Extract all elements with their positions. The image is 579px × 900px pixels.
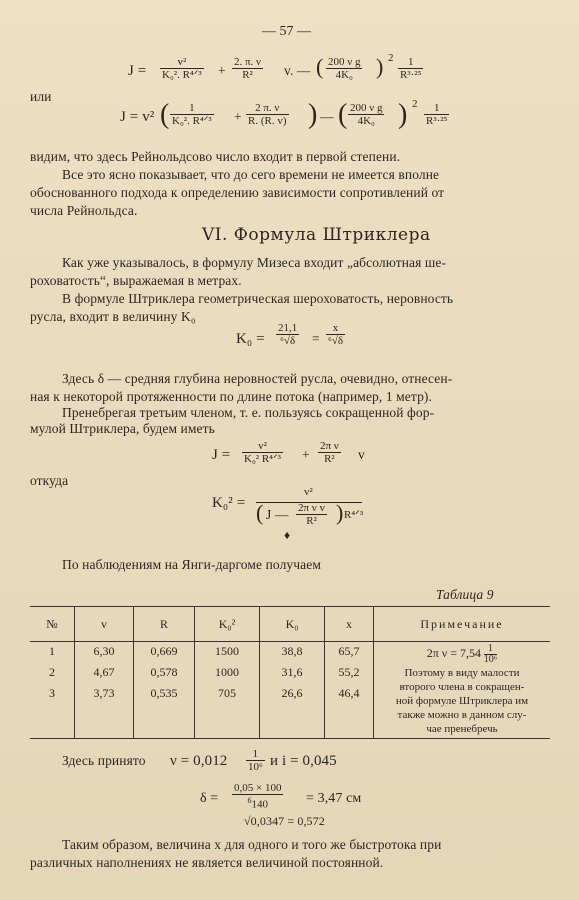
cell: 0,535 [134,684,195,739]
eq1-square: 2 [388,52,394,64]
eq1-f2-den: R² [242,69,253,81]
eq1-plus: + [218,63,226,78]
eq5-inner-lhs: J — [266,507,289,522]
word-ili: или [30,89,52,104]
para2-line-1: Как уже указывалось, в формулу Мизеса входит „абсолютная ше- [62,255,447,270]
cell: 1000 [195,663,260,684]
eq1-f3-den: 4K₀ [335,69,353,81]
para4-line-4: мулой Штриклера, будем иметь [30,421,215,436]
eq2-paren-c-right: ) [398,99,408,130]
para6-fraction [246,748,265,773]
cell: 0,578 [134,663,195,684]
table-row [30,642,550,664]
note-line-5: чае пренебречь [426,723,498,735]
para7-line-1: Таким образом, величина x для одного и того же быстротока при [62,837,442,852]
cell: 2 [49,665,55,680]
para4-line-2: ная к некоторой протяженности по длине потока (например, 1 метр). [30,389,432,404]
col-header-note: Примечание [374,607,551,642]
eq4-v: v [358,447,365,462]
eq1-fraction-4 [398,56,423,81]
eq4-b-den: R² [324,453,335,465]
eq6-num: 0,05 × 100 [234,782,282,794]
para6-suffix: и i = 0,045 [270,753,337,769]
cell: 705 [195,684,260,739]
eq2-b-den: R. (R. v) [248,115,287,127]
col-header-k0sq: K₀² [195,607,260,642]
eq4-b-num: 2π ν [320,440,339,452]
eq2-fraction-a [170,102,214,127]
cell: 4,67 [75,663,134,684]
eq6-lhs: δ = [200,791,219,806]
eq4-a-den: K₀² R⁴ᐟ³ [244,453,281,465]
eq2-plus: + [234,109,242,124]
note-frac-num: 1 [484,644,498,655]
eq6-den-wrap [232,795,283,811]
eq3-lhs: K₀ = [236,331,265,347]
col-header-num: № [46,616,58,631]
eq1-fraction-2 [232,56,263,81]
para5: По наблюдениям на Янги-даргоме получаем [62,557,321,572]
eq5-r-exp: R⁴ᐟ³ [344,509,364,521]
eq6-result: = 3,47 см [306,791,362,806]
eq1-fraction-3 [326,56,362,81]
eq1-fraction-1 [160,56,204,81]
eq2-a-num: 1 [170,102,214,115]
note-cell [374,642,551,739]
eq3-a-num: 21,1 [278,322,298,334]
eq1-paren-left: ( [316,54,324,79]
eq2-paren-left: ( [160,99,170,130]
para1-line-1: видим, что здесь Рейнольдсово число входит в первой степени. [30,149,401,164]
eq2-c-den: 4K₀ [357,115,375,127]
note-line-1: Поэтому в виду малости [404,667,520,679]
eq4-plus: + [302,447,310,462]
eq5-num: v² [304,486,313,498]
data-table [30,606,550,739]
eq6-den: 140 [251,798,268,811]
para2-line-2: роховатость“, выражаемая в метрах. [30,273,242,288]
eq1-v: v. — [284,63,311,78]
eq3-fraction-b [326,322,345,347]
eq1-f1-den: K₀². R⁴ᐟ³ [162,69,202,81]
para3-line-1: В формуле Штриклера геометрическая шероховатость, неровность [62,291,454,306]
eq2-fraction-b [246,102,289,127]
para3-line-2: русла, входит в величину K₀ [30,309,196,324]
cell: 0,669 [134,642,195,664]
eq2-lhs: J = v² [120,109,155,125]
para1-line-3: обоснованного подхода к определению зависимости сопротивлений от [30,185,445,200]
cell: 26,6 [260,684,325,739]
para6-nu: ν = 0,012 [170,753,228,769]
eq1-f1-num: v² [160,56,204,69]
eq6-fraction [232,782,283,811]
cell: 3 [49,686,55,700]
cell: 6,30 [75,642,134,664]
col-header-x: x [325,607,374,642]
para1-line-4: числа Рейнольдса. [30,203,138,218]
cell: 31,6 [260,663,325,684]
eq1-paren-right: ) [376,54,384,79]
equation-7: √0,0347 = 0,572 [244,814,325,828]
eq5-paren-right: ) [336,500,344,525]
eq3-equals: = [312,331,320,346]
cell: 55,2 [325,663,374,684]
section-heading: VI. Формула Штриклера [202,225,431,245]
note-frac-den: 10⁶ [483,654,498,665]
eq2-c-num: 200 ν g [350,102,383,114]
eq1-f3-num: 200 ν g [328,56,361,68]
para6-prefix: Здесь принято [62,753,146,768]
eq4-fraction-b [318,440,341,465]
page-number: — 57 — [262,24,311,39]
eq3-fraction-a [276,322,299,347]
eq4-a-num: v² [242,440,283,453]
note-formula: 2π ν = 7,54 [426,646,481,661]
eq3-b-den: ⁶√δ [328,335,344,347]
eq2-a-den: K₀². R⁴ᐟ³ [172,115,212,127]
eq2-paren-c-left: ( [338,99,348,130]
eq1-f4-num: 1 [398,56,423,69]
word-otkuda: откуда [30,473,69,488]
cell: 3,73 [75,684,134,739]
eq2-d-num: 1 [424,102,449,115]
eq5-lhs: K₀² = [212,495,246,511]
cell: 65,7 [325,642,374,664]
eq5-paren-left: ( [256,500,264,525]
note-formula-block [378,644,546,666]
cell: 1500 [195,642,260,664]
eq4-fraction-a [242,440,283,465]
eq2-d-den: R³·²⁵ [426,115,448,127]
table-header-row [30,607,550,642]
eq6-den-root: 6 [247,796,252,805]
note-line-3: ной формуле Штриклера им [395,695,529,707]
eq5-inner-num: 2π ν v [298,502,326,514]
para4-line-3: Пренебрегая третьим членом, т. е. пользуясь сокращенной фор- [62,405,435,420]
eq1-f2-num: 2. π. ν [234,56,262,68]
eq1-lhs: J = [128,63,147,79]
para1-line-2: Все это ясно показывает, что до сего времени не имеется вполне [62,167,440,182]
eq4-lhs: J = [212,447,231,463]
eq2-fraction-c [348,102,384,127]
para7-line-2: различных наполнениях не является величиной постоянной. [30,855,384,870]
cell: 46,4 [325,684,374,739]
col-header-v: v [75,607,134,642]
eq2-paren-right: ) [308,99,318,130]
eq3-a-den: ⁶√δ [280,335,296,347]
col-header-r: R [134,607,195,642]
cell: 1 [49,644,55,658]
note-line-2: второго члена в сокращен- [399,681,525,693]
eq2-b-num: 2 π. ν [246,102,289,115]
col-header-k0: K₀ [260,607,325,642]
eq5-inner-fraction [296,502,327,527]
para4-line-1: Здесь δ — средняя глубина неровностей русла, очевидно, отнесен- [62,371,453,386]
eq2-square: 2 [412,98,418,110]
decorative-mark: ♦ [284,528,291,542]
table-label: Таблица 9 [436,587,494,602]
eq3-b-num: x [326,322,345,335]
cell: 38,8 [260,642,325,664]
eq2-fraction-d [424,102,449,127]
eq5-inner-den: R² [306,515,317,527]
note-fraction [484,644,498,665]
para6-frac-num: 1 [246,748,265,761]
eq2-minus: — [320,109,334,124]
note-line-4: также можно в данном слу- [397,709,527,721]
eq1-f4-den: R³·²⁵ [400,69,422,81]
para6-frac-den: 10⁶ [248,761,263,773]
